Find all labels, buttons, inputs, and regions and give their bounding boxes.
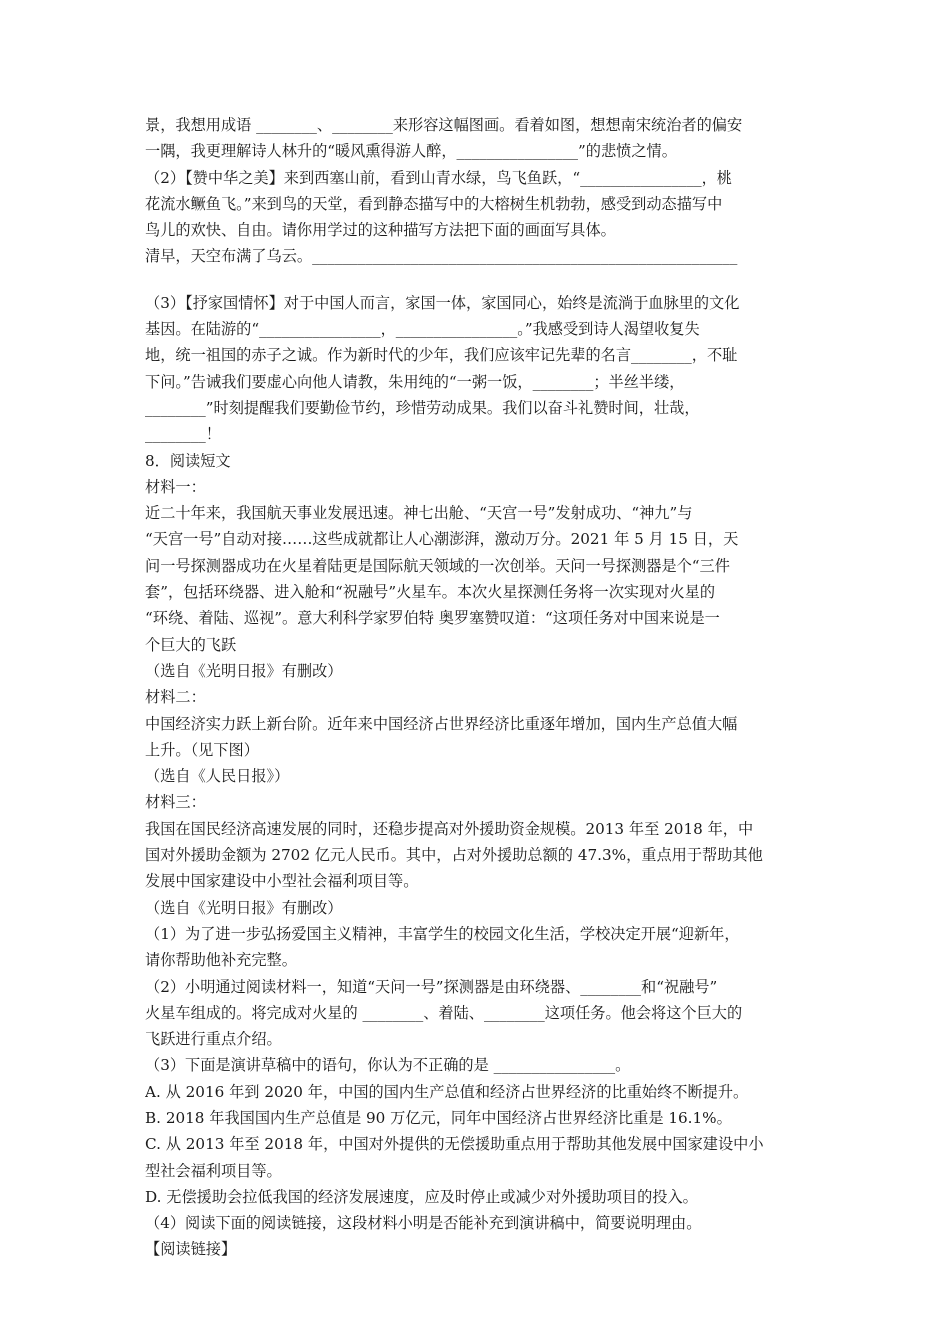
source-note: （选自《光明日报》有删改） <box>145 898 343 917</box>
text-line: 问一号探测器成功在火星着陆更是国际航天领域的一次创举。天问一号探测器是个“三件 <box>145 556 730 575</box>
sub-question: （3）下面是演讲草稿中的语句，你认为不正确的是 ________________。 <box>145 1056 631 1075</box>
text-line: 地，统一祖国的赤子之诚。作为新时代的少年，我们应该牢记先辈的名言________，不耻 <box>145 346 738 365</box>
source-note: （选自《光明日报》有删改） <box>145 661 343 680</box>
text-line: 基因。在陆游的“________________，________________。”我感受到诗人渴望收复失 <box>145 320 700 339</box>
text-line: 飞跃进行重点介绍。 <box>145 1030 282 1049</box>
text-line: 一隅，我更理解诗人林升的“暖风熏得游人醉，________________”的悲愤之情。 <box>145 142 677 161</box>
text-line: 火星车组成的。将完成对火星的 ________、着陆、________这项任务。他会将这个巨大的 <box>145 1003 743 1022</box>
material-label: 材料三： <box>145 793 206 812</box>
option-d: D. 无偿援助会拉低我国的经济发展速度，应及时停止或减少对外援助项目的投入。 <box>145 1187 698 1206</box>
text-line: 近二十年来，我国航天事业发展迅速。神七出舱、“天宫一号”发射成功、“神九”与 <box>145 504 693 523</box>
blank-answer-space <box>145 270 805 290</box>
option-b: B. 2018 年我国国内生产总值是 90 万亿元，同年中国经济占世界经济比重是 16.1%。 <box>145 1108 732 1127</box>
text-line: 套”，包括环绕器、进入舱和“祝融号”火星车。本次火星探测任务将一次实现对火星的 <box>145 583 716 602</box>
text-line: （2）【赞中华之美】来到西塞山前，看到山青水绿，鸟飞鱼跃，“________________，桃 <box>145 168 732 187</box>
text-line: ________”时刻提醒我们要勤俭节约，珍惜劳动成果。我们以奋斗礼赞时间，壮哉， <box>145 398 700 417</box>
text-line: 型社会福利项目等。 <box>145 1161 282 1180</box>
document-page <box>145 112 805 1263</box>
material-label: 材料一： <box>145 477 206 496</box>
reading-link-heading: 【阅读链接】 <box>145 1240 237 1259</box>
text-line: ________！ <box>145 425 221 444</box>
source-note: （选自《人民日报》） <box>145 767 290 786</box>
text-line: 花流水鳜鱼飞。”来到鸟的天堂，看到静态描写中的大榕树生机勃勃，感受到动态描写中 <box>145 194 723 213</box>
material-label: 材料二： <box>145 688 206 707</box>
text-line: 中国经济实力跃上新台阶。近年来中国经济占世界经济比重逐年增加，国内生产总值大幅 <box>145 714 738 733</box>
text-line: 个巨大的飞跃 <box>145 635 237 654</box>
text-line: 我国在国民经济高速发展的同时，还稳步提高对外援助资金规模。2013 年至 2018 年，中 <box>145 819 754 838</box>
text-line: 景，我想用成语 ________、________来形容这幅图画。看着如图，想想南宋统治者的偏安 <box>145 116 743 134</box>
sub-question: （4）阅读下面的阅读链接，这段材料小明是否能补充到演讲稿中，简要说明理由。 <box>145 1214 702 1233</box>
text-line: 下问。”告诫我们要虚心向他人请教，朱用纯的“一粥一饭，________；半丝半缕， <box>145 372 685 391</box>
text-line: 发展中国家建设中小型社会福利项目等。 <box>145 872 419 891</box>
text-line: 清早，天空布满了乌云。________________________________________________________ <box>145 247 738 266</box>
text-line: 上升。（见下图） <box>145 740 259 759</box>
text-line: 鸟儿的欢快、自由。请你用学过的这种描写方法把下面的画面写具体。 <box>145 221 616 240</box>
option-a: A. 从 2016 年到 2020 年，中国的国内生产总值和经济占世界经济的比重始终不断提升。 <box>145 1082 749 1101</box>
question-heading: 8．阅读短文 <box>145 451 231 470</box>
text-line: “环绕、着陆、巡视”。意大利科学家罗伯特 奥罗塞赞叹道：“这项任务对中国来说是一 <box>145 609 720 628</box>
text-line: “天宫一号”自动对接……这些成就都让人心潮澎湃，激动万分。2021 年 5 月 15 日，天 <box>145 530 739 549</box>
text-line: 国对外援助金额为 2702 亿元人民币。其中，占对外援助总额的 47.3%，重点用于帮助其他 <box>145 846 763 865</box>
option-c: C. 从 2013 年至 2018 年，中国对外提供的无偿援助重点用于帮助其他发展中国家建设中小 <box>145 1135 764 1154</box>
sub-question: （1）为了进一步弘扬爱国主义精神，丰富学生的校园文化生活，学校决定开展“迎新年， <box>145 924 740 943</box>
text-line: （3）【抒家国情怀】对于中国人而言，家国一体，家国同心，始终是流淌于血脉里的文化 <box>145 293 740 312</box>
sub-question: （2）小明通过阅读材料一，知道“天问一号”探测器是由环绕器、________和“祝融号” <box>145 977 718 996</box>
text-line: 请你帮助他补充完整。 <box>145 951 297 970</box>
